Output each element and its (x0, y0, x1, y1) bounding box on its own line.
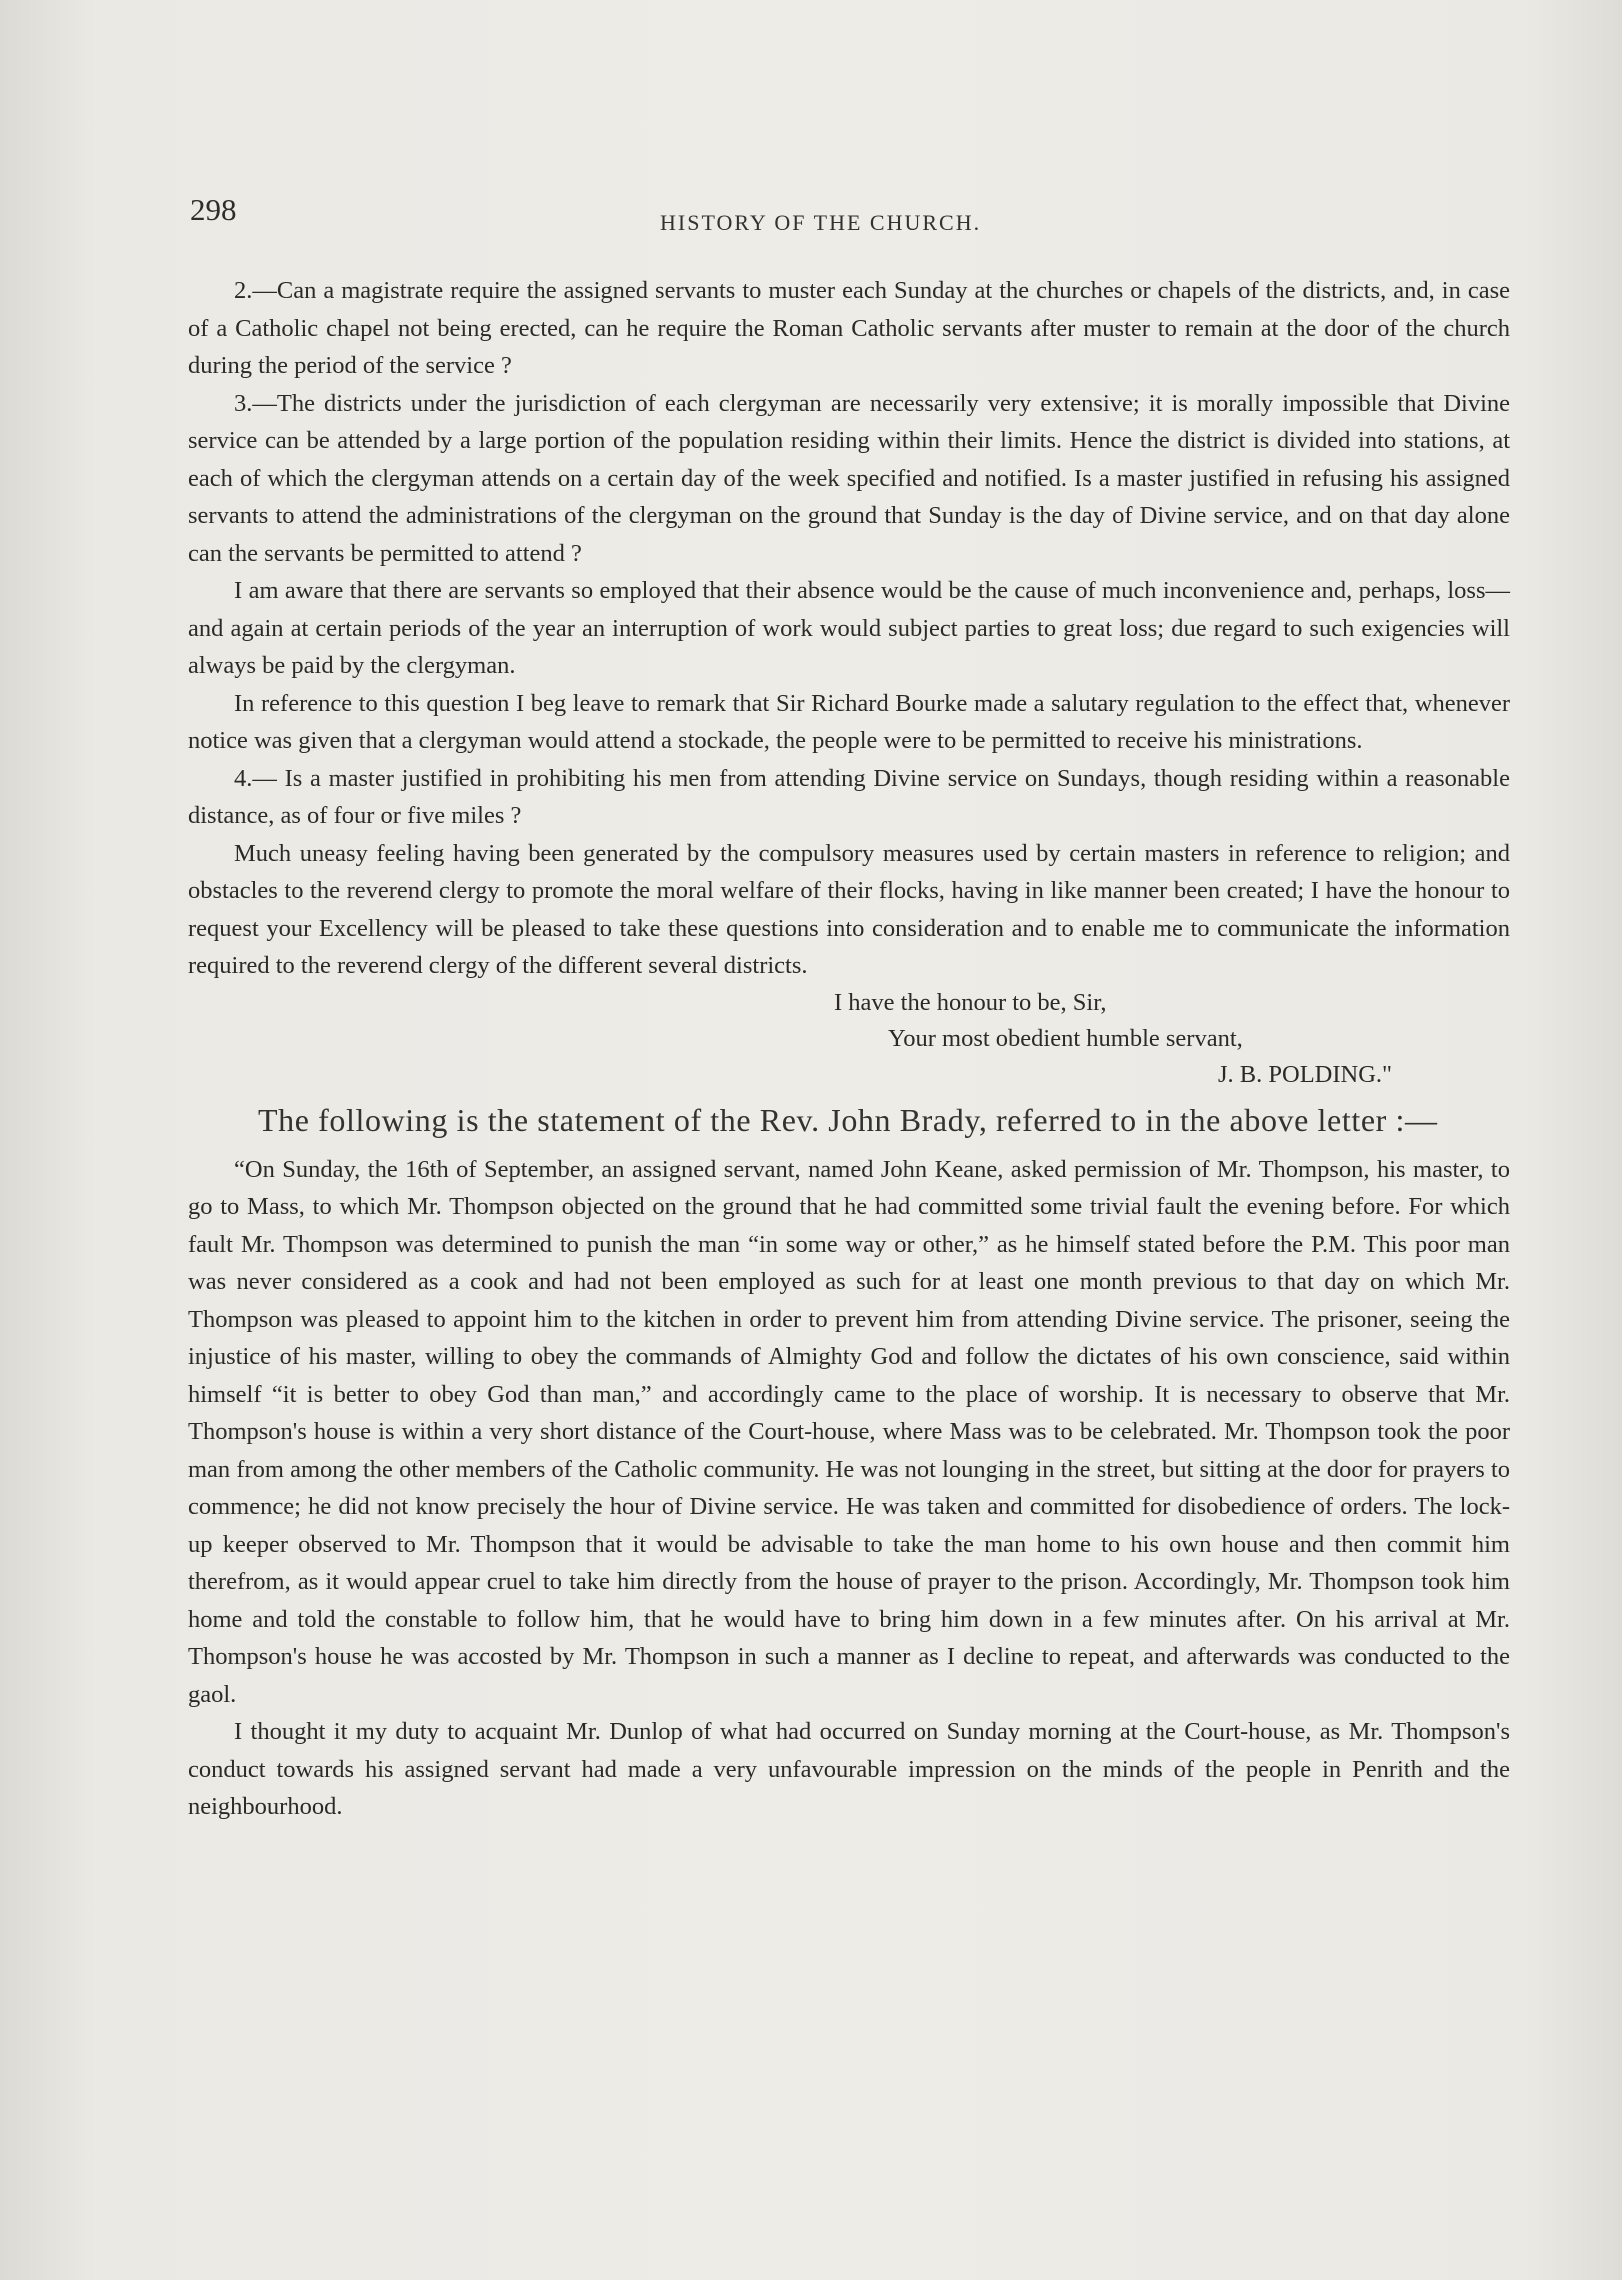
signature: J. B. POLDING." (1218, 1060, 1393, 1088)
paragraph-question-4: 4.— Is a master justified in prohibiting his men from attending Divine service on Sundays, though residing within a reasonable distance, as of four or five miles ? (188, 764, 1510, 829)
paragraph-question-3: 3.—The districts under the jurisdiction of each clergyman are necessarily very extensive; it is morally impossible that Divine service can be attended by a large portion of the population residing within their limits. Hence the district is divided into stations, at each of which the clergyman attends on a certain day of the week specified and notified. Is a master justified in refusing his assigned servants to attend the administrations of the clergyman on the ground that Sunday is the day of Divine service, and on that day alone can the servants be permitted to attend ? (188, 389, 1510, 567)
running-head: HISTORY OF THE CHURCH. (660, 210, 982, 235)
paragraph-question-2: 2.—Can a magistrate require the assigned servants to muster each Sunday at the churches or chapels of the districts, and, in case of a Catholic chapel not being erected, can he require the Roman Catholic servants after muster to remain at the door of the church during the period of the service ? (188, 277, 1510, 379)
statement-paragraph-1: “On Sunday, the 16th of September, an assigned servant, named John Keane, asked permission of Mr. Thompson, his master, to go to Mass, to which Mr. Thompson objected on the ground that he had committed some trivial fault the evening before. For which fault Mr. Thompson was determined to punish the man “in some way or other,” as he himself stated before the P.M. This poor man was never considered as a cook and had not been employed as such for at least one month previous to that day on which Mr. Thompson was pleased to appoint him to the kitchen in order to prevent him from attending Divine service. The prisoner, seeing the injustice of his master, willing to obey the commands of Almighty God and follow the dictates of his own conscience, said within himself “it is better to obey God than man,” and accordingly came to the place of worship. It is necessary to observe that Mr. Thompson's house is within a very short distance of the Court-house, where Mass was to be celebrated. Mr. Thompson took the poor man from among the other members of the Catholic community. He was not lounging in the street, but sitting at the door for prayers to commence; he did not know precisely the hour of Divine service. He was taken and committed for disobedience of orders. The lock-up keeper observed to Mr. Thompson that it would be advisable to take the man home to his own house and then commit him therefrom, as it would appear cruel to take him directly from the house of prayer to the prison. Accordingly, Mr. Thompson took him home and told the constable to follow him, that he would have to bring him down in a few minutes after. On his arrival at Mr. Thompson's house he was accosted by Mr. Thompson in such a manner as I decline to repeat, and afterwards was conducted to the gaol. (188, 1155, 1510, 1708)
page-header (190, 192, 1510, 242)
page-body (188, 272, 1510, 1826)
page-number: 298 (190, 192, 237, 227)
statement-block (188, 1151, 1510, 1826)
paragraph-bourke-regulation: In reference to this question I beg leave to remark that Sir Richard Bourke made a salutary regulation to the effect that, whenever notice was given that a clergyman would attend a stockade, the people were to be permitted to receive his ministrations. (188, 689, 1510, 754)
paragraph-request: Much uneasy feeling having been generated by the compulsory measures used by certain masters in reference to religion; and obstacles to the reverend clergy to promote the moral welfare of their flocks, having in like manner been created; I have the honour to request your Excellency will be pleased to take these questions into consideration and to enable me to communicate the information required to the reverend clergy of the different several districts. (188, 839, 1510, 979)
letter-closing (188, 985, 1510, 1093)
closing-line-2: Your most obedient humble servant, (888, 1024, 1243, 1052)
lead-paragraph-block (188, 1101, 1510, 1139)
lead-paragraph: The following is the statement of the Rev. John Brady, referred to in the above letter :— (258, 1101, 1438, 1138)
statement-paragraph-2: I thought it my duty to acquaint Mr. Dunlop of what had occurred on Sunday morning at the Court-house, as Mr. Thompson's conduct towards his assigned servant had made a very unfavourable impression on the minds of the people in Penrith and the neighbourhood. (188, 1718, 1510, 1820)
closing-line-1: I have the honour to be, Sir, (834, 988, 1107, 1016)
paragraph-servants-note: I am aware that there are servants so employed that their absence would be the cause of much inconvenience and, perhaps, loss—and again at certain periods of the year an interruption of work would subject parties to great loss; due regard to such exigencies will always be paid by the clergyman. (188, 577, 1510, 679)
